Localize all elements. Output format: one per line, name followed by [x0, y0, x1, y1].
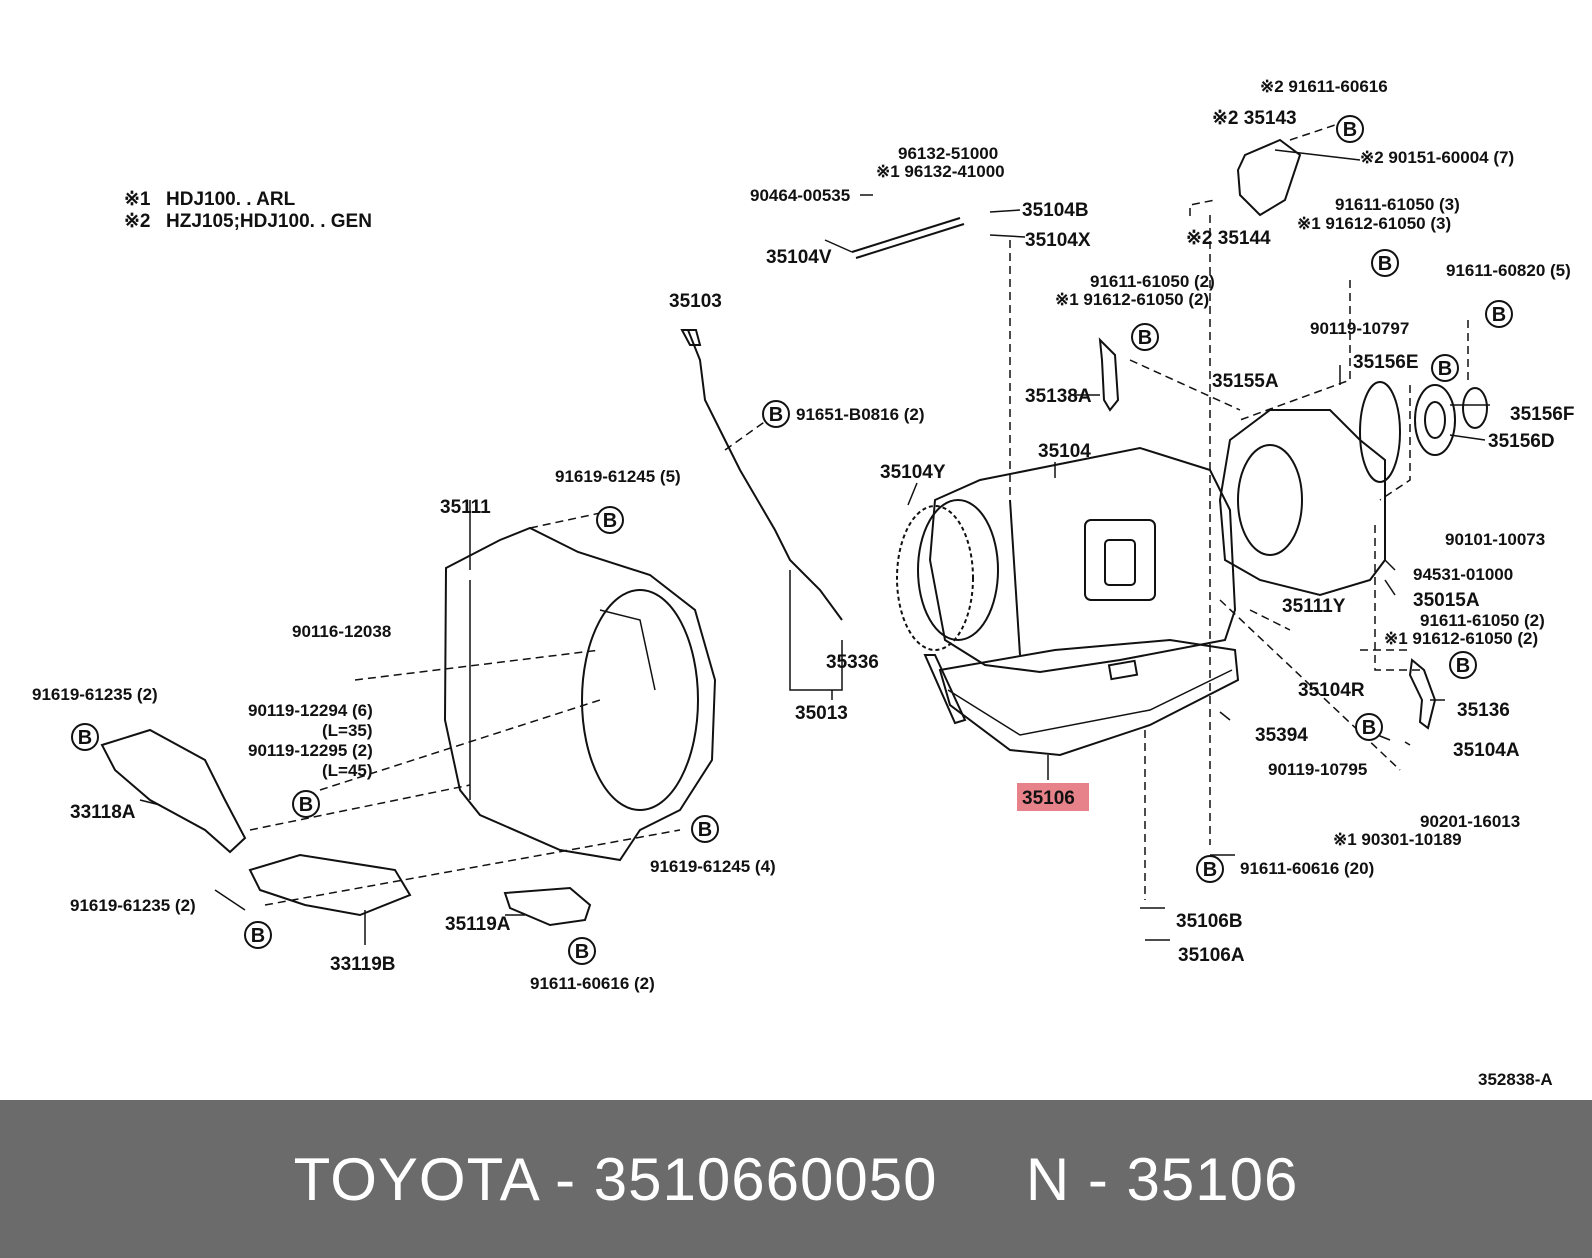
- svg-text:B: B: [1491, 304, 1507, 326]
- diagram-code: 352838-A: [1478, 1070, 1553, 1089]
- oil-pan-drawing: [940, 640, 1238, 755]
- part-label-91611-61050-3: 91611-61050 (3): [1335, 195, 1460, 214]
- part-label-35155A: 35155A: [1212, 371, 1279, 392]
- part-label-35106: 35106: [1022, 788, 1075, 809]
- bracket-33119B-drawing: [250, 855, 410, 915]
- part-label-35119A: 35119A: [445, 914, 511, 935]
- part-label-90116-12038: 90116-12038: [292, 622, 392, 641]
- seal-35156F: [1463, 388, 1487, 428]
- part-label-90119-10797: 90119-10797: [1310, 319, 1410, 338]
- note-text-1: HDJ100. . ARL: [166, 189, 296, 210]
- part-label-90151-60004: ※2 90151-60004 (7): [1360, 148, 1515, 167]
- svg-text:B: B: [1437, 358, 1453, 380]
- part-label-91619-61245-4: 91619-61245 (4): [650, 857, 776, 876]
- part-label-91612-61050-2a: ※1 91612-61050 (2): [1055, 290, 1210, 309]
- part-label-91619-61235-a: 91619-61235 (2): [32, 685, 158, 704]
- bracket-33118A-drawing: [102, 730, 245, 852]
- b-callout: [1372, 250, 1398, 276]
- part-label-35138A: 35138A: [1025, 386, 1092, 407]
- part-label-90201-16013: 90201-16013: [1420, 812, 1521, 831]
- part-label-90301-10189: ※1 90301-10189: [1333, 830, 1462, 849]
- svg-text:B: B: [1377, 253, 1393, 275]
- b-callout: [72, 724, 98, 750]
- svg-text:B: B: [1202, 859, 1218, 881]
- part-label-91612-61050-3: ※1 91612-61050 (3): [1297, 214, 1452, 233]
- b-callout: [597, 507, 623, 533]
- svg-text:B: B: [1342, 119, 1358, 141]
- svg-text:B: B: [697, 819, 713, 841]
- b-callout: [692, 816, 718, 842]
- part-label-35106A: 35106A: [1178, 945, 1245, 966]
- part-label-35104Y: 35104Y: [880, 462, 946, 483]
- note-text-2: HZJ105;HDJ100. . GEN: [166, 211, 372, 232]
- part-label-35394: 35394: [1255, 725, 1308, 746]
- part-label-35136: 35136: [1457, 700, 1510, 721]
- part-label-91611-61050-2b: 91611-61050 (2): [1420, 611, 1545, 630]
- breather-hose-drawing: [852, 218, 960, 252]
- b-callout: [1132, 324, 1158, 350]
- part-label-35013: 35013: [795, 703, 848, 724]
- svg-text:B: B: [77, 727, 93, 749]
- part-label-35104: 35104: [1038, 441, 1091, 462]
- b-callout: [245, 922, 271, 948]
- transmission-case-drawing: [930, 448, 1235, 672]
- b-callout: [763, 401, 789, 427]
- seal-35156D: [1415, 385, 1455, 455]
- part-label-35143: ※2 35143: [1212, 108, 1297, 129]
- part-label-35156F: 35156F: [1510, 404, 1575, 425]
- part-label-35104A: 35104A: [1453, 740, 1520, 761]
- b-callout: [1450, 652, 1476, 678]
- part-label-90101-10073: 90101-10073: [1445, 530, 1546, 549]
- part-label-91611-60820: 91611-60820 (5): [1446, 261, 1571, 280]
- notes-legend: [124, 189, 372, 232]
- part-label-L35: (L=35): [322, 721, 373, 740]
- part-label-33119B: 33119B: [330, 954, 396, 975]
- part-label-35103: 35103: [669, 291, 722, 312]
- part-label-94531-01000: 94531-01000: [1413, 565, 1514, 584]
- svg-text:B: B: [602, 510, 618, 532]
- part-label-35104R: 35104R: [1298, 680, 1365, 701]
- svg-text:B: B: [250, 925, 266, 947]
- cover-35119A-drawing: [505, 888, 590, 925]
- part-label-90119-10795: 90119-10795: [1268, 760, 1368, 779]
- note-mark-2: ※2: [124, 211, 151, 232]
- b-callout: [293, 791, 319, 817]
- b-callout: [1356, 714, 1382, 740]
- part-label-96132-41000: ※1 96132-41000: [876, 162, 1005, 181]
- svg-text:B: B: [1361, 717, 1377, 739]
- part-label-90119-12295: 90119-12295 (2): [248, 741, 373, 760]
- part-label-35336: 35336: [826, 652, 879, 673]
- b-callout: [569, 938, 595, 964]
- svg-text:B: B: [574, 941, 590, 963]
- part-label-90119-12294: 90119-12294 (6): [248, 701, 373, 720]
- part-label-35104V: 35104V: [766, 247, 832, 268]
- part-label-35156D: 35156D: [1488, 431, 1555, 452]
- part-label-35106B: 35106B: [1176, 911, 1243, 932]
- part-label-96132-51000: 96132-51000: [898, 144, 999, 163]
- part-label-L45: (L=45): [322, 761, 373, 780]
- part-label-35111: 35111: [440, 497, 491, 518]
- footer-part-title: TOYOTA - 3510660050 N - 35106: [293, 1145, 1299, 1213]
- part-label-35111Y: 35111Y: [1282, 596, 1346, 617]
- part-label-35104B: 35104B: [1022, 200, 1089, 221]
- bell-housing-drawing: [445, 528, 715, 860]
- part-label-91611-60616-2: 91611-60616 (2): [530, 974, 655, 993]
- part-label-35015A: 35015A: [1413, 590, 1480, 611]
- note-mark-1: ※1: [124, 189, 151, 210]
- svg-text:B: B: [1137, 327, 1153, 349]
- footer-band: [0, 1100, 1592, 1258]
- transmission-front-opening: [918, 500, 998, 640]
- part-label-35144: ※2 35144: [1186, 228, 1271, 249]
- b-callouts: [72, 116, 1515, 964]
- dipstick-tube-drawing: [688, 330, 842, 620]
- part-label-91651-B0816: 91651-B0816 (2): [796, 405, 925, 424]
- svg-text:B: B: [298, 794, 314, 816]
- part-label-91619-61245-5: 91619-61245 (5): [555, 467, 681, 486]
- part-label-33118A: 33118A: [70, 802, 136, 823]
- part-label-35156E: 35156E: [1353, 352, 1419, 373]
- part-label-91611-60616-top: ※2 91611-60616: [1260, 77, 1388, 96]
- part-label-90464-00535: 90464-00535: [750, 186, 851, 205]
- b-callout: [1432, 355, 1458, 381]
- svg-text:B: B: [768, 404, 784, 426]
- b-callout: [1486, 301, 1512, 327]
- svg-text:B: B: [1455, 655, 1471, 677]
- b-callout: [1337, 116, 1363, 142]
- part-label-91612-61050-2b: ※1 91612-61050 (2): [1384, 629, 1539, 648]
- part-label-91611-60616-20: 91611-60616 (20): [1240, 859, 1375, 878]
- part-label-91619-61235-b: 91619-61235 (2): [70, 896, 196, 915]
- part-label-91611-61050-2a: 91611-61050 (2): [1090, 272, 1215, 291]
- part-label-35104X: 35104X: [1025, 230, 1091, 251]
- b-callout: [1197, 856, 1223, 882]
